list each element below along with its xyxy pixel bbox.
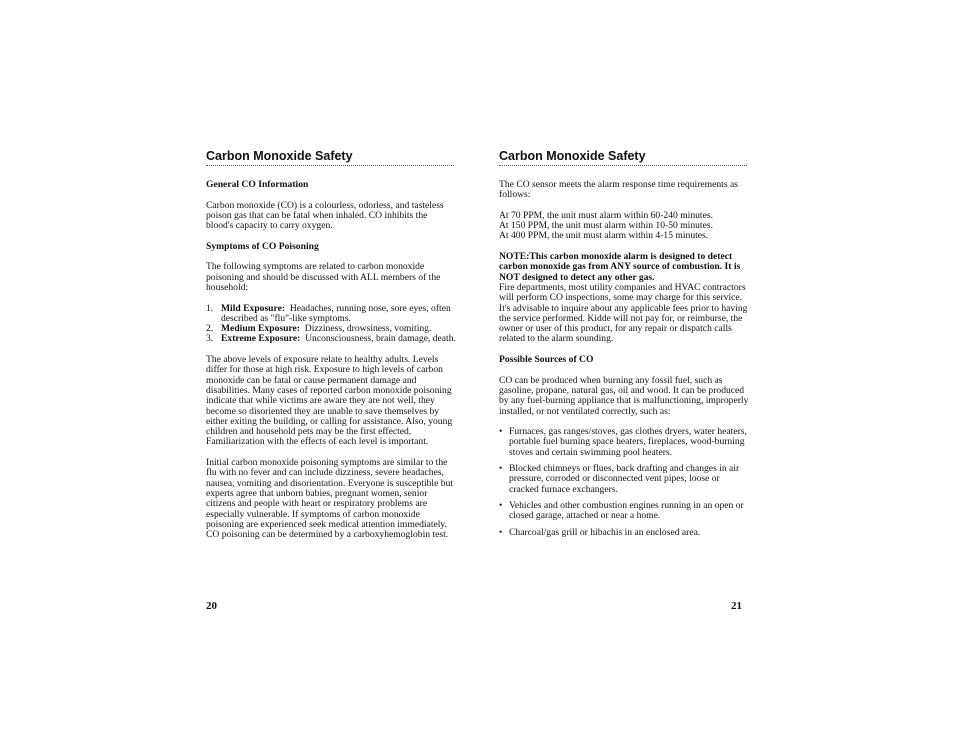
- symptom-number: 3.: [206, 333, 214, 345]
- source-text: Vehicles and other combustion engines running in an open or closed garage, attached or near a home.: [509, 499, 744, 522]
- general-co-heading: General CO Information: [206, 179, 309, 190]
- bullet-icon: •: [499, 526, 503, 538]
- right-page-header: Carbon Monoxide Safety: [499, 148, 747, 166]
- page-number-right: 21: [731, 600, 742, 612]
- left-page: [206, 148, 456, 540]
- source-item: [499, 501, 749, 522]
- source-item: [499, 528, 749, 538]
- alarm-time-line: At 70 PPM, the unit must alarm within 60-240 minutes.: [499, 209, 713, 221]
- symptom-text: Unconsciousness, brain damage, death.: [305, 333, 456, 345]
- bullet-icon: •: [499, 426, 503, 438]
- symptom-number: 2.: [206, 323, 214, 335]
- exposure-paragraph: The above levels of exposure relate to healthy adults. Levels differ for those at high risk. Exposure to high levels of carbon monoxide can be fatal or cause permanent damage and disabilities. Many cases of reported carbon monoxide poisoning indicate that while victims are aware they are not well, they become so disoriented they are unable to save themselves by either exiting the building, or calling for assistance. Also, young children and household pets may be the first effected. Familiarization with the effects of each level is important.: [206, 354, 453, 448]
- source-item: [499, 464, 749, 495]
- symptom-number: 1.: [206, 302, 214, 314]
- symptom-text: Dizziness, drowsiness, vomiting.: [304, 323, 432, 335]
- left-page-header: Carbon Monoxide Safety: [206, 148, 454, 166]
- note-text: Fire departments, most utility companies and HVAC contractors will perform CO inspections, some may charge for this service. It's advisable to inquire about any applicable fees prior to having the service performed. Kidde will not pay for, or reimburse, the owner or user of this product, for any repair or dispatch calls related to the alarm sounding.: [499, 281, 748, 345]
- sources-list: [499, 427, 749, 538]
- symptoms-intro: The following symptoms are related to carbon monoxide poisoning and should be discussed with ALL members of the household:: [206, 261, 441, 293]
- alarm-time-line: At 400 PPM, the unit must alarm within 4-15 minutes.: [499, 230, 709, 242]
- general-co-text: Carbon monoxide (CO) is a colourless, odorless, and tasteless poison gas that can be fatal when inhaled. CO inhibits the blood's capacity to carry oxygen.: [206, 199, 444, 232]
- note-bold-text: NOTE:This carbon monoxide alarm is designed to detect carbon monoxide gas from ANY source of combustion. It is NOT designed to detect any other gas.: [499, 251, 741, 283]
- page-number-left: 20: [206, 600, 217, 612]
- symptom-item: [206, 334, 456, 344]
- symptom-label: Extreme Exposure:: [221, 333, 301, 345]
- right-page: [499, 148, 749, 538]
- symptom-label: Mild Exposure:: [221, 302, 286, 314]
- alarm-time-line: At 150 PPM, the unit must alarm within 10-50 minutes.: [499, 220, 713, 232]
- bullet-icon: •: [499, 499, 503, 511]
- right-page-body: [499, 180, 749, 538]
- sources-intro: CO can be produced when burning any fossil fuel, such as gasoline, propane, natural gas, oil and wood. It can be produced by any fuel-burning appliance that is malfunctioning, improperly installed, or not ventilated correctly, such as:: [499, 374, 749, 417]
- symptoms-heading: Symptoms of CO Poisoning: [206, 240, 319, 252]
- symptom-text: Headaches, running nose, sore eyes, often described as "flu"-like symptoms.: [221, 302, 451, 324]
- source-text: Furnaces, gas ranges/stoves, gas clothes dryers, water heaters, portable fuel burning space heaters, fireplaces, wood-burning stoves and certain swimming pool heaters.: [509, 426, 747, 458]
- source-text: Charcoal/gas grill or hibachis in an enclosed area.: [509, 526, 701, 538]
- left-page-body: [206, 180, 456, 540]
- initial-symptoms-paragraph: Initial carbon monoxide poisoning symptoms are similar to the flu with no fever and can include dizziness, severe headaches, nausea, vomiting and disorientation. Everyone is susceptible but experts agree that unborn babies, pregnant women, senior citizens and people with heart or respiratory problems are especially vulnerable. If symptoms of carbon monoxide poisoning are experienced seek medical attention immediately. CO poisoning can be determined by a carboxyhemoglobin test.: [206, 457, 453, 541]
- bullet-icon: •: [499, 463, 503, 475]
- symptom-item: [206, 304, 456, 325]
- sensor-intro: The CO sensor meets the alarm response time requirements as follows:: [499, 179, 738, 201]
- sources-heading: Possible Sources of CO: [499, 354, 594, 366]
- source-text: Blocked chimneys or flues, back drafting and changes in air pressure, corroded or disconnected vent pipes, loose or cracked furnace exchangers.: [509, 463, 740, 495]
- source-item: [499, 427, 749, 458]
- symptom-label: Medium Exposure:: [221, 323, 300, 335]
- symptoms-list: [206, 304, 456, 345]
